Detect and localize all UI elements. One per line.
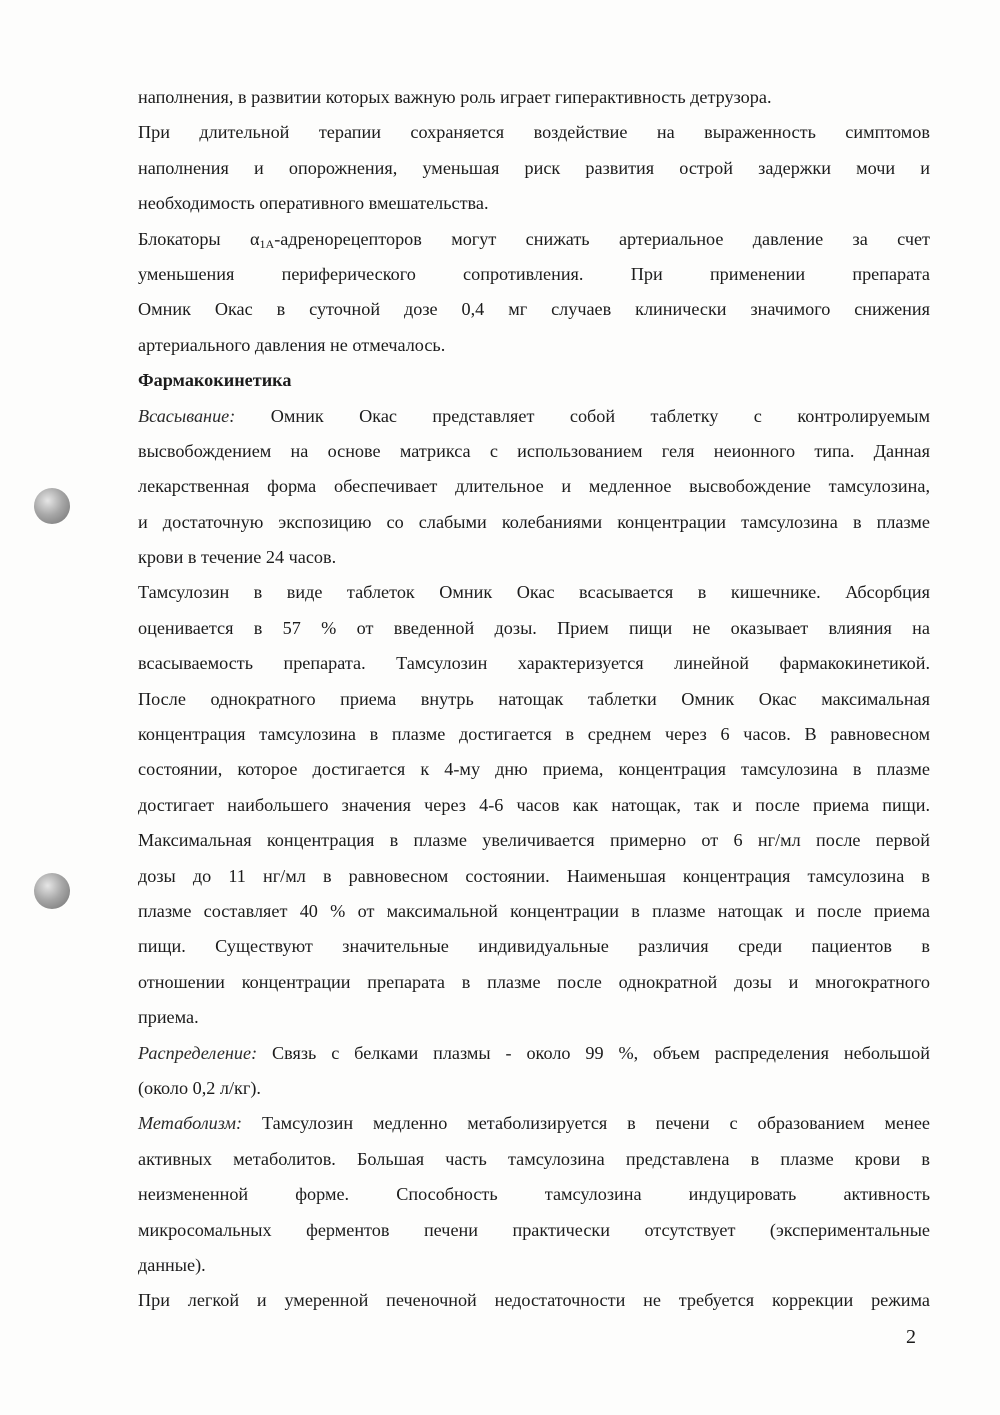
line-text: Омник Окас в суточной дозе 0,4 мг случаев клинически значимого снижения [138, 299, 930, 320]
line-text: уменьшения периферического сопротивления. При применении препарата [138, 263, 930, 284]
text-line [138, 292, 930, 327]
line-text: активных метаболитов. Большая часть тамсулозина представлена в плазме крови в [138, 1148, 930, 1169]
line-text: артериального давления не отмечалось. [138, 334, 446, 355]
text-line [138, 717, 930, 752]
line-text: При длительной терапии сохраняется воздействие на выраженность симптомов [138, 122, 930, 143]
text-line [138, 1071, 930, 1106]
line-text: плазме составляет 40 % от максимальной концентрации в плазме натощак и после приема [138, 900, 930, 921]
line-text: микросомальных ферментов печени практически отсутствует (экспериментальные [138, 1219, 930, 1240]
line-text: отношении концентрации препарата в плазме после однократной дозы и многократного [138, 971, 930, 992]
line-text: лекарственная форма обеспечивает длительное и медленное высвобождение тамсулозина, [138, 476, 930, 497]
line-text: необходимость оперативного вмешательства. [138, 193, 489, 214]
text-line [138, 469, 930, 504]
line-text: После однократного приема внутрь натощак таблетки Омник Окас максимальная [138, 688, 930, 709]
text-line [138, 1248, 930, 1283]
text-line [138, 859, 930, 894]
text-line [138, 575, 930, 610]
line-text: приема. [138, 1007, 199, 1028]
text-line [138, 646, 930, 681]
text-line [138, 186, 930, 221]
text-line [138, 1213, 930, 1248]
document-body [138, 80, 930, 1319]
line-text: высвобождением на основе матрикса с использованием геля неионного типа. Данная [138, 440, 930, 461]
text-line [138, 788, 930, 823]
text-line [138, 1000, 930, 1035]
text-line [138, 505, 930, 540]
line-text: Омник Окас представляет собой таблетку с контролируемым [235, 405, 930, 426]
line-text: всасываемость препарата. Тамсулозин характеризуется линейной фармакокинетикой. [138, 653, 930, 674]
text-line [138, 1177, 930, 1212]
punch-hole-bottom [34, 873, 70, 909]
section-heading [138, 363, 930, 398]
line-text: дозы до 11 нг/мл в равновесном состоянии. Наименьшая концентрация тамсулозина в [138, 865, 930, 886]
line-text: (около 0,2 л/кг). [138, 1077, 261, 1098]
line-text: данные). [138, 1254, 206, 1275]
text-line [138, 151, 930, 186]
text-line [138, 752, 930, 787]
text-line [138, 823, 930, 858]
italic-subheading: Распределение: [138, 1042, 258, 1063]
text-line [138, 1036, 930, 1071]
line-text: достигает наибольшего значения через 4-6 часов как натощак, так и после приема пищи. [138, 794, 930, 815]
line-prefix: Блокаторы α [138, 228, 260, 249]
text-line [138, 1106, 930, 1141]
text-line [138, 929, 930, 964]
line-text: наполнения, в развитии которых важную роль играет гиперактивность детрузора. [138, 87, 772, 107]
line-text: Фармакокинетика [138, 370, 292, 391]
line-text: состоянии, которое достигается к 4-му дню приема, концентрация тамсулозина в плазме [138, 759, 930, 780]
line-text: наполнения и опорожнения, уменьшая риск развития острой задержки мочи и [138, 157, 930, 178]
text-line [138, 965, 930, 1000]
line-text: При легкой и умеренной печеночной недостаточности не требуется коррекции режима [138, 1290, 930, 1311]
text-line [138, 115, 930, 150]
italic-subheading: Всасывание: [138, 405, 236, 426]
line-text: Связь с белками плазмы - около 99 %, объем распределения небольшой [257, 1042, 930, 1063]
line-text: концентрация тамсулозина в плазме достигается в среднем через 6 часов. В равновесном [138, 724, 930, 745]
line-text: Максимальная концентрация в плазме увеличивается примерно от 6 нг/мл после первой [138, 830, 930, 851]
line-text: крови в течение 24 часов. [138, 547, 337, 568]
text-line [138, 1283, 930, 1318]
page-number: 2 [906, 1326, 916, 1348]
line-text: Тамсулозин медленно метаболизируется в печени с образованием менее [242, 1113, 930, 1134]
line-text: пищи. Существуют значительные индивидуальные различия среди пациентов в [138, 936, 930, 957]
text-line [138, 222, 930, 257]
punch-hole-top [34, 488, 70, 524]
text-line [138, 328, 930, 363]
text-line [138, 434, 930, 469]
text-line [138, 1142, 930, 1177]
line-text: Тамсулозин в виде таблеток Омник Окас всасывается в кишечнике. Абсорбция [138, 582, 930, 603]
subscript: 1A [259, 236, 275, 251]
text-line [138, 611, 930, 646]
text-line [138, 894, 930, 929]
line-text: оценивается в 57 % от введенной дозы. Прием пищи не оказывает влияния на [138, 617, 930, 638]
line-text: -адренорецепторов могут снижать артериальное давление за счет [274, 228, 930, 249]
line-text: и достаточную экспозицию со слабыми колебаниями концентрации тамсулозина в плазме [138, 511, 930, 532]
text-line [138, 540, 930, 575]
line-text: неизмененной форме. Способность тамсулозина индуцировать активность [138, 1184, 930, 1205]
text-line [138, 80, 930, 115]
text-line [138, 257, 930, 292]
text-line [138, 399, 930, 434]
italic-subheading: Метаболизм: [138, 1113, 243, 1134]
text-line [138, 682, 930, 717]
